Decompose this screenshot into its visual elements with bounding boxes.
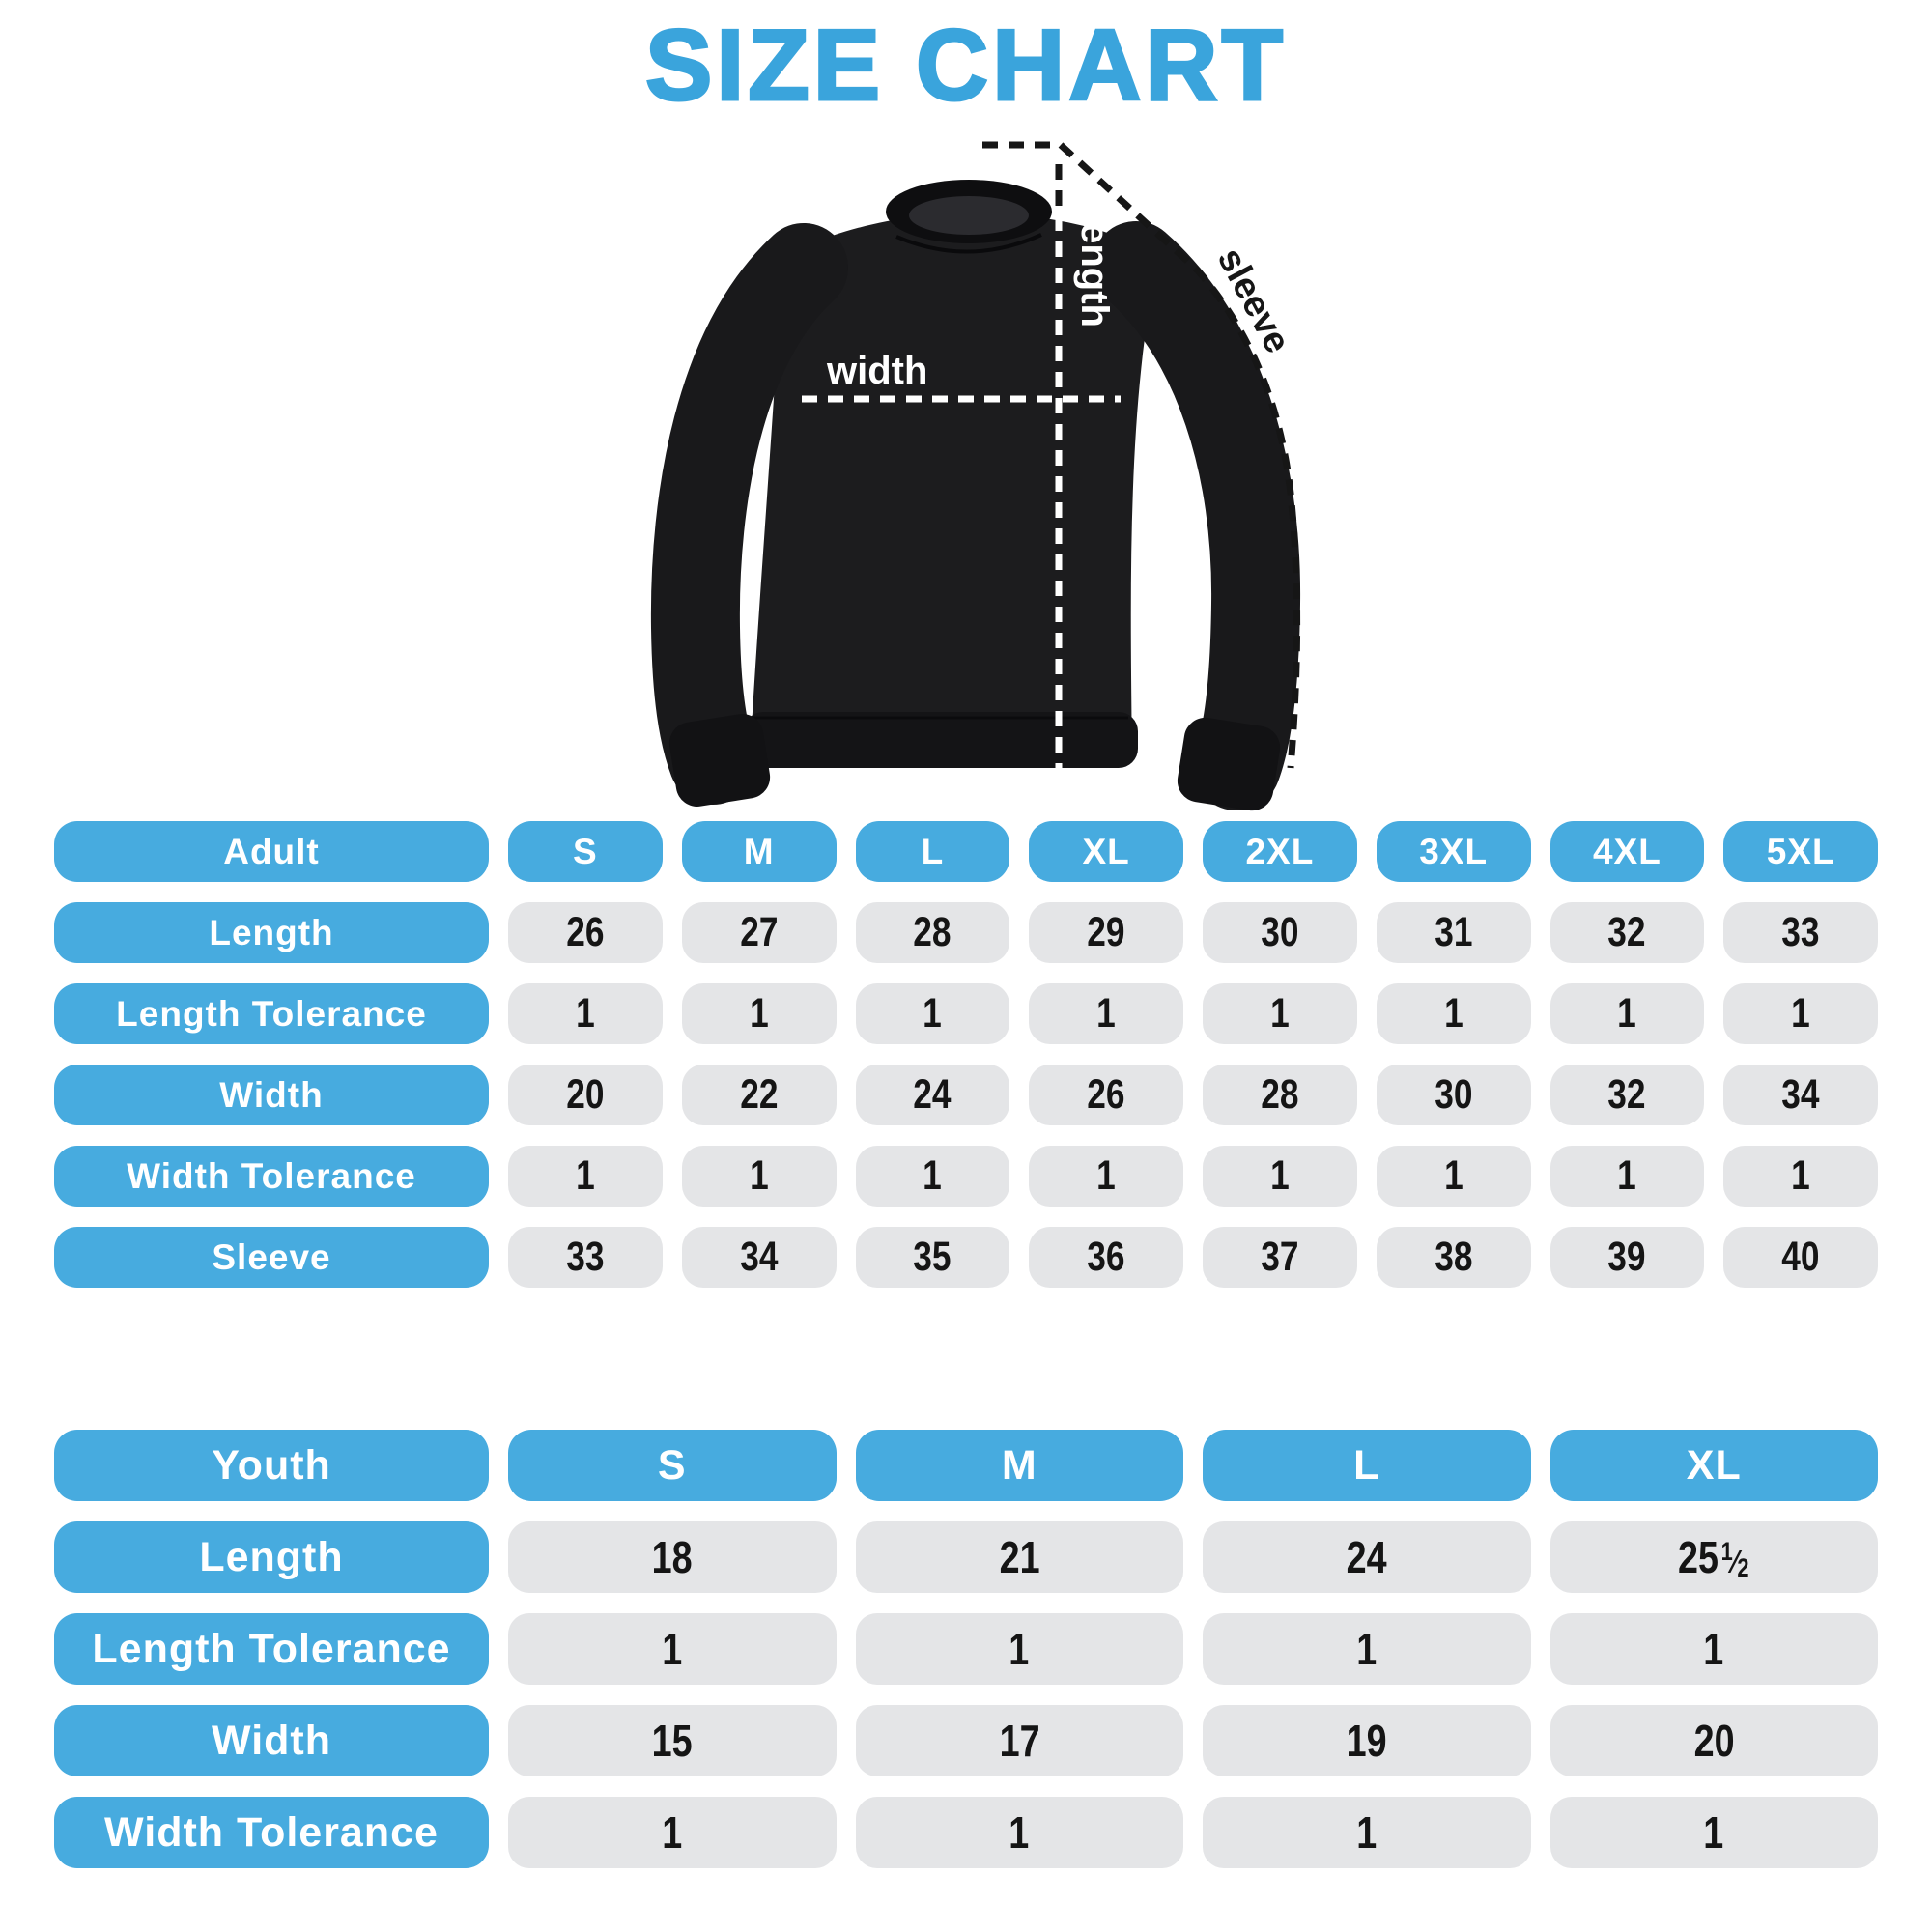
adult-value-cell-width-5xl: 34	[1723, 1065, 1878, 1125]
adult-header-cell: Adult	[54, 821, 489, 882]
adult-value-cell-length-3xl: 31	[1377, 902, 1531, 963]
adult-column-header-3xl: 3XL	[1377, 821, 1531, 882]
adult-column-header-5xl: 5XL	[1723, 821, 1878, 882]
youth-value-cell-width-xl: 20	[1550, 1705, 1879, 1776]
adult-value-cell-width-2xl: 28	[1203, 1065, 1357, 1125]
youth-size-table	[54, 1430, 1878, 1868]
adult-row-label-length-tolerance: Length Tolerance	[54, 983, 489, 1044]
adult-value-cell-sleeve-m: 34	[682, 1227, 837, 1288]
adult-value-cell-width-tolerance-2xl: 1	[1203, 1146, 1357, 1207]
youth-value-cell-length-s: 18	[508, 1521, 837, 1593]
adult-value-cell-width-tolerance-l: 1	[856, 1146, 1010, 1207]
youth-value-cell-width-tolerance-s: 1	[508, 1797, 837, 1868]
youth-value-cell-width-tolerance-l: 1	[1203, 1797, 1531, 1868]
youth-value-cell-length-l: 24	[1203, 1521, 1531, 1593]
adult-value-cell-sleeve-3xl: 38	[1377, 1227, 1531, 1288]
adult-value-cell-sleeve-5xl: 40	[1723, 1227, 1878, 1288]
youth-value-cell-length-tolerance-s: 1	[508, 1613, 837, 1685]
youth-row-label-length: Length	[54, 1521, 489, 1593]
length-label: length	[1073, 212, 1116, 327]
adult-value-cell-width-3xl: 30	[1377, 1065, 1531, 1125]
youth-column-header-m: M	[856, 1430, 1184, 1501]
width-label: width	[827, 350, 928, 392]
youth-row-label-length-tolerance: Length Tolerance	[54, 1613, 489, 1685]
page-title: SIZE CHART	[645, 10, 1287, 122]
sweatshirt-graphic	[667, 180, 1284, 811]
youth-row-label-width: Width	[54, 1705, 489, 1776]
adult-value-cell-length-4xl: 32	[1550, 902, 1705, 963]
sleeve-label: sleeve	[1208, 242, 1298, 360]
adult-value-cell-width-tolerance-4xl: 1	[1550, 1146, 1705, 1207]
adult-value-cell-width-s: 20	[508, 1065, 663, 1125]
adult-value-cell-length-m: 27	[682, 902, 837, 963]
adult-value-cell-length-tolerance-5xl: 1	[1723, 983, 1878, 1044]
adult-value-cell-length-tolerance-l: 1	[856, 983, 1010, 1044]
adult-column-header-l: L	[856, 821, 1010, 882]
youth-value-cell-width-tolerance-m: 1	[856, 1797, 1184, 1868]
adult-value-cell-length-tolerance-3xl: 1	[1377, 983, 1531, 1044]
youth-value-cell-length-tolerance-l: 1	[1203, 1613, 1531, 1685]
adult-column-header-s: S	[508, 821, 663, 882]
youth-value-cell-length-tolerance-xl: 1	[1550, 1613, 1879, 1685]
adult-value-cell-sleeve-xl: 36	[1029, 1227, 1183, 1288]
left-cuff	[667, 711, 774, 810]
youth-row-label-width-tolerance: Width Tolerance	[54, 1797, 489, 1868]
adult-value-cell-width-xl: 26	[1029, 1065, 1183, 1125]
adult-value-cell-width-m: 22	[682, 1065, 837, 1125]
youth-value-cell-width-l: 19	[1203, 1705, 1531, 1776]
adult-value-cell-length-s: 26	[508, 902, 663, 963]
youth-column-header-s: S	[508, 1430, 837, 1501]
adult-value-cell-sleeve-4xl: 39	[1550, 1227, 1705, 1288]
adult-value-cell-sleeve-s: 33	[508, 1227, 663, 1288]
adult-value-cell-length-tolerance-s: 1	[508, 983, 663, 1044]
adult-value-cell-length-tolerance-4xl: 1	[1550, 983, 1705, 1044]
waistband	[744, 712, 1138, 768]
youth-value-cell-length-tolerance-m: 1	[856, 1613, 1184, 1685]
adult-value-cell-width-tolerance-5xl: 1	[1723, 1146, 1878, 1207]
adult-row-label-width: Width	[54, 1065, 489, 1125]
adult-column-header-4xl: 4XL	[1550, 821, 1705, 882]
youth-value-cell-length-xl: $25^1⁄_2$	[1550, 1521, 1879, 1593]
adult-value-cell-width-tolerance-3xl: 1	[1377, 1146, 1531, 1207]
right-cuff	[1175, 715, 1284, 811]
youth-column-header-l: L	[1203, 1430, 1531, 1501]
adult-size-table	[54, 821, 1878, 1288]
adult-value-cell-sleeve-2xl: 37	[1203, 1227, 1357, 1288]
adult-value-cell-width-4xl: 32	[1550, 1065, 1705, 1125]
adult-value-cell-width-tolerance-m: 1	[682, 1146, 837, 1207]
adult-value-cell-length-5xl: 33	[1723, 902, 1878, 963]
adult-value-cell-length-l: 28	[856, 902, 1010, 963]
youth-header-cell: Youth	[54, 1430, 489, 1501]
adult-value-cell-length-tolerance-xl: 1	[1029, 983, 1183, 1044]
youth-value-cell-width-m: 17	[856, 1705, 1184, 1776]
adult-column-header-xl: XL	[1029, 821, 1183, 882]
adult-value-cell-length-tolerance-m: 1	[682, 983, 837, 1044]
adult-value-cell-length-xl: 29	[1029, 902, 1183, 963]
adult-row-label-width-tolerance: Width Tolerance	[54, 1146, 489, 1207]
youth-value-cell-width-s: 15	[508, 1705, 837, 1776]
sweatshirt-diagram	[589, 92, 1323, 811]
adult-column-header-m: M	[682, 821, 837, 882]
adult-value-cell-width-tolerance-s: 1	[508, 1146, 663, 1207]
adult-row-label-sleeve: Sleeve	[54, 1227, 489, 1288]
youth-value-cell-length-m: 21	[856, 1521, 1184, 1593]
adult-value-cell-width-l: 24	[856, 1065, 1010, 1125]
youth-column-header-xl: XL	[1550, 1430, 1879, 1501]
adult-value-cell-width-tolerance-xl: 1	[1029, 1146, 1183, 1207]
adult-row-label-length: Length	[54, 902, 489, 963]
right-sleeve	[1136, 266, 1256, 766]
adult-value-cell-sleeve-l: 35	[856, 1227, 1010, 1288]
youth-value-cell-width-tolerance-xl: 1	[1550, 1797, 1879, 1868]
adult-value-cell-length-2xl: 30	[1203, 902, 1357, 963]
adult-value-cell-length-tolerance-2xl: 1	[1203, 983, 1357, 1044]
adult-column-header-2xl: 2XL	[1203, 821, 1357, 882]
